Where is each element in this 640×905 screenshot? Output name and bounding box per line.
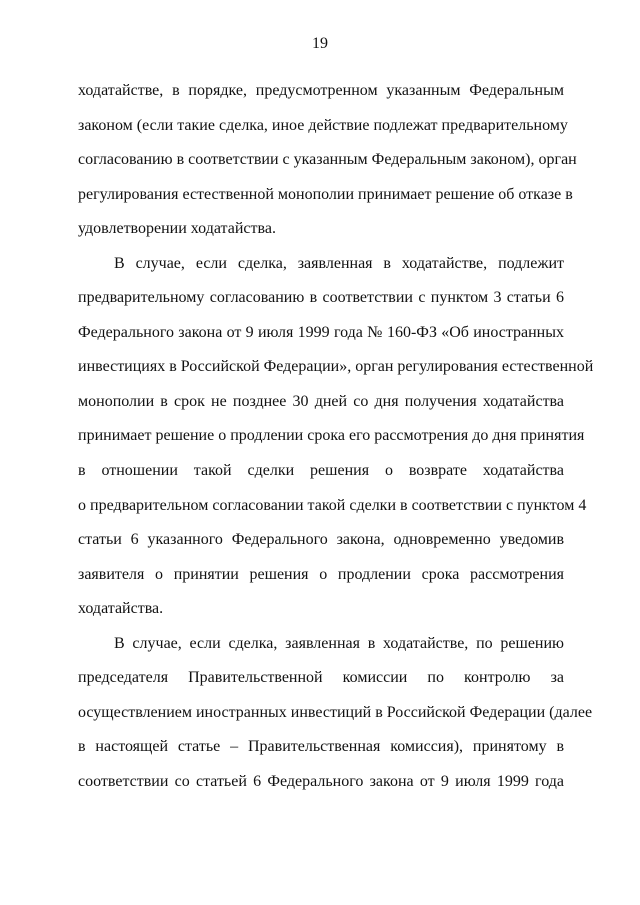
text-line: ходатайства. [78, 600, 164, 618]
text-line: в отношении такой сделки решения о возврате ходатайства [78, 462, 564, 480]
text-line: В случае, если сделка, заявленная в ходатайстве, по решению [114, 634, 564, 652]
text-line: в настоящей статье – Правительственная комиссия), принятому в [78, 738, 564, 756]
document-body [78, 74, 594, 799]
text-line: удовлетворении ходатайства. [78, 220, 276, 238]
text-line: председателя Правительственной комиссии по контролю за [78, 669, 564, 687]
text-line: регулирования естественной монополии принимает решение об отказе в [78, 185, 573, 203]
text-line: Федерального закона от 9 июля 1999 года № 160-ФЗ «Об иностранных [78, 323, 564, 341]
text-line: согласованию в соответствии с указанным Федеральным законом), орган [78, 151, 577, 169]
text-line: соответствии со статьей 6 Федерального закона от 9 июля 1999 года [78, 772, 564, 790]
text-line: принимает решение о продлении срока его рассмотрения до дня принятия [78, 427, 585, 445]
text-line: осуществлением иностранных инвестиций в Российской Федерации (далее [78, 703, 593, 721]
paragraph-2 [78, 247, 594, 627]
text-line: инвестициях в Российской Федерации», орган регулирования естественной [78, 358, 594, 376]
text-line: монополии в срок не позднее 30 дней со дня получения ходатайства [78, 392, 564, 410]
text-line: ходатайстве, в порядке, предусмотренном указанным Федеральным [78, 82, 564, 99]
paragraph-1 [78, 74, 577, 247]
text-line: заявителя о принятии решения о продлении срока рассмотрения [78, 565, 564, 583]
text-line: В случае, если сделка, заявленная в ходатайстве, подлежит [114, 254, 564, 272]
text-line: предварительному согласованию в соответствии с пунктом 3 статьи 6 [78, 289, 564, 307]
page-number: 19 [312, 35, 328, 52]
text-line: о предварительном согласовании такой сделки в соответствии с пунктом 4 [78, 496, 587, 514]
text-line: статьи 6 указанного Федерального закона, одновременно уведомив [78, 531, 564, 549]
paragraph-3 [78, 627, 593, 800]
text-line: законом (если такие сделка, иное действие подлежат предварительному [78, 116, 568, 134]
